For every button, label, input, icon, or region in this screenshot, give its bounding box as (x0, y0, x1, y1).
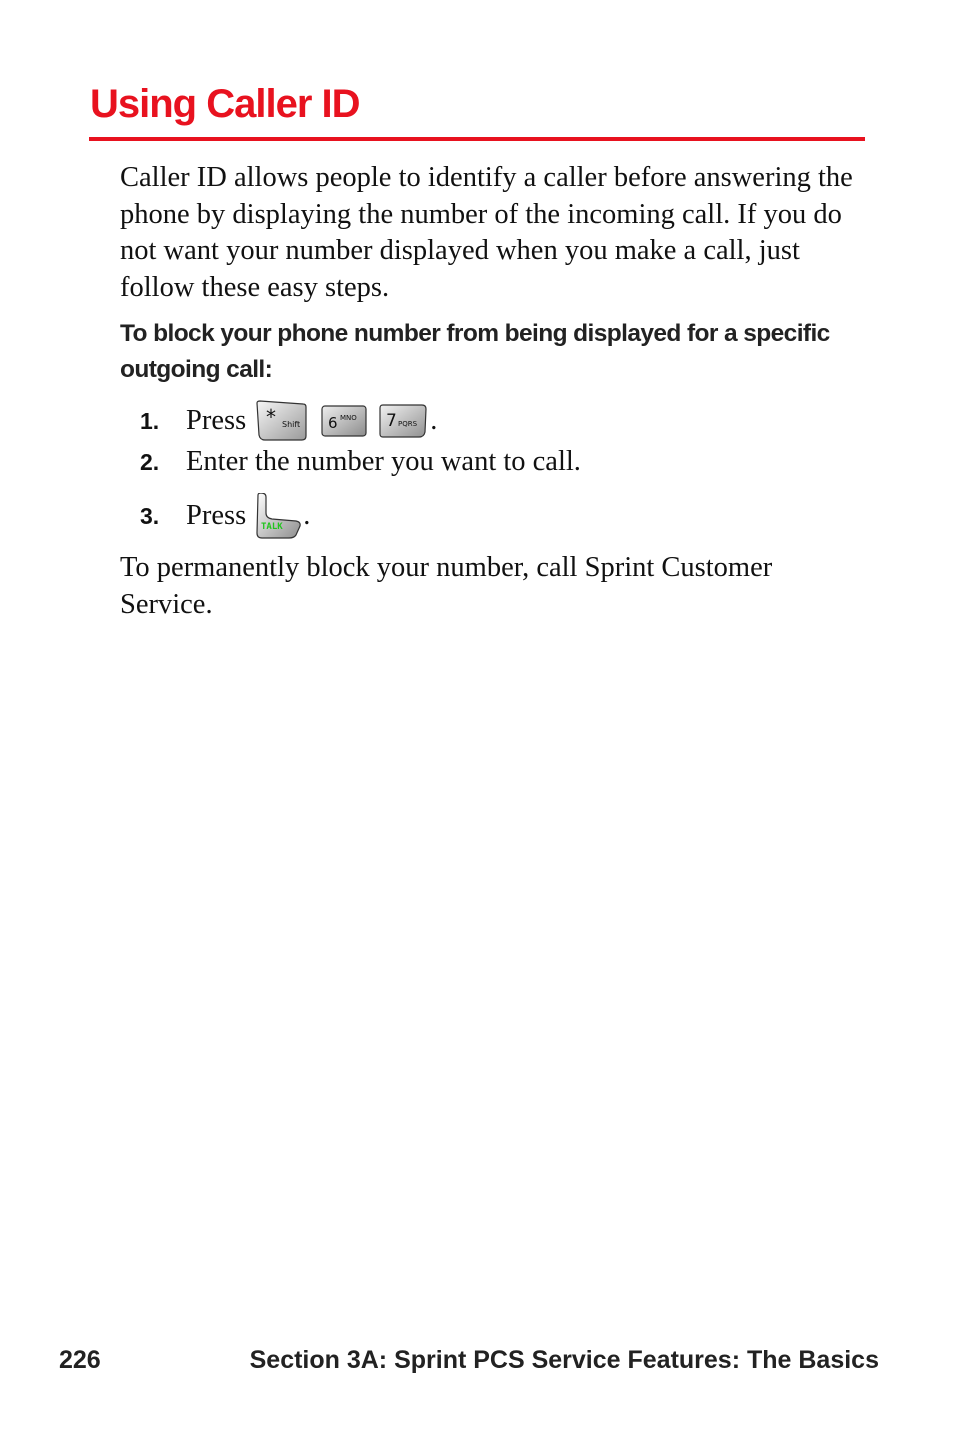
step-1-text: Press (186, 405, 247, 436)
star-key-sub: Shift (282, 420, 301, 429)
step-3-text: Press (186, 500, 247, 531)
step-2-number: 2. (140, 448, 160, 475)
6-mno-key-icon (321, 405, 367, 437)
intro-paragraph: Caller ID allows people to identify a caller before answering the phone by displaying the number of the incoming call. If you do not want your number displayed when you make a call, just follow these easy steps. (120, 162, 853, 303)
star-key-main: * (266, 405, 277, 429)
step-1-number: 1. (140, 407, 160, 434)
talk-key-label: TALK (261, 522, 283, 532)
step-3-period: . (303, 500, 311, 531)
title-rule (89, 137, 865, 141)
step-2-text: Enter the number you want to call. (186, 446, 581, 477)
step-2 (140, 440, 581, 484)
step-1-period: . (430, 405, 438, 436)
procedure-heading: To block your phone number from being displayed for a specific outgoing call: (120, 320, 830, 383)
7-pqrs-key-icon (379, 404, 427, 438)
7-key-main: 7 (386, 411, 398, 431)
6-key-sub: MNO (340, 414, 357, 422)
page-title: Using Caller ID (90, 82, 360, 126)
closing-paragraph: To permanently block your number, call Sprint Customer Service. (120, 552, 773, 620)
section-title: Section 3A: Sprint PCS Service Features: The Basics (249, 1346, 879, 1374)
step-3-number: 3. (140, 502, 160, 529)
7-key-sub: PQRS (398, 420, 418, 428)
page-number: 226 (59, 1346, 101, 1374)
step-3 (140, 494, 310, 538)
star-shift-key-icon (255, 400, 307, 442)
talk-key-icon (254, 493, 302, 539)
6-key-main: 6 (328, 414, 338, 432)
step-1 (140, 399, 437, 443)
